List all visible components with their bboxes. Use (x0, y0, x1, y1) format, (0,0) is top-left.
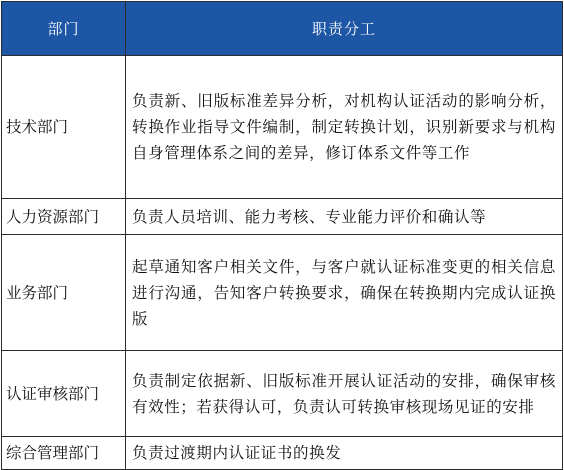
department-cell: 技术部门 (2, 56, 126, 199)
responsibility-cell: 起草通知客户相关文件，与客户就认证标准变更的相关信息进行沟通，告知客户转换要求，确保在转换期内完成认证换版 (126, 235, 563, 351)
header-department: 部门 (2, 2, 126, 56)
responsibility-cell: 负责过渡期内认证证书的换发 (126, 437, 563, 470)
department-cell: 人力资源部门 (2, 199, 126, 235)
table-header-row (2, 2, 563, 56)
header-responsibility: 职责分工 (126, 2, 563, 56)
table-row (2, 351, 563, 437)
table-row (2, 199, 563, 235)
table-row (2, 437, 563, 470)
responsibility-cell: 负责人员培训、能力考核、专业能力评价和确认等 (126, 199, 563, 235)
department-cell: 业务部门 (2, 235, 126, 351)
responsibility-cell: 负责新、旧版标准差异分析，对机构认证活动的影响分析，转换作业指导文件编制，制定转换计划，识别新要求与机构自身管理体系之间的差异，修订体系文件等工作 (126, 56, 563, 199)
table-row (2, 56, 563, 199)
department-cell: 综合管理部门 (2, 437, 126, 470)
responsibility-cell: 负责制定依据新、旧版标准开展认证活动的安排，确保审核有效性；若获得认可，负责认可转换审核现场见证的安排 (126, 351, 563, 437)
responsibility-table (1, 1, 563, 470)
table-row (2, 235, 563, 351)
department-cell: 认证审核部门 (2, 351, 126, 437)
